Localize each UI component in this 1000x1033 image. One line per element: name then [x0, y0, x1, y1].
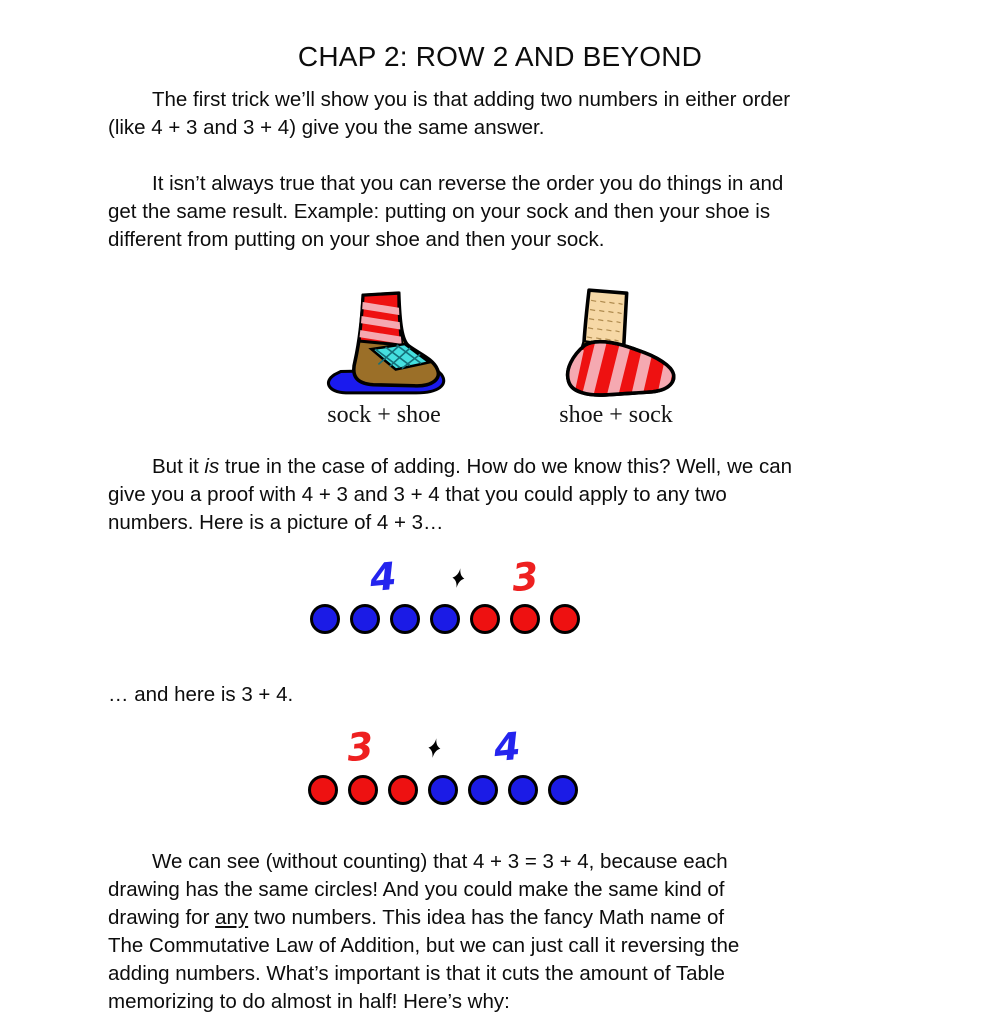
paragraph-line: numbers. Here is a picture of 4 + 3… — [108, 511, 444, 534]
paragraph-line — [108, 453, 908, 481]
handwritten-numeral-4: 4 — [492, 723, 523, 771]
handwritten-numeral-3: 3 — [345, 723, 376, 771]
paragraph-line: It isn’t always true that you can reverse the order you do things in and — [152, 172, 784, 195]
red-dot — [470, 604, 500, 634]
interlude-text — [108, 681, 908, 709]
blue-dot — [310, 604, 340, 634]
figure-caption: shoe + sock — [559, 402, 673, 428]
blue-dot — [350, 604, 380, 634]
paragraph-line: The Commutative Law of Addition, but we can just call it reversing the — [108, 934, 740, 957]
paragraph-line: memorizing to do almost in half! Here’s why: — [108, 990, 510, 1013]
paragraph-4 — [108, 848, 908, 1016]
sock-plus-shoe-figure — [304, 282, 464, 429]
paragraph-line: drawing has the same circles! And you could make the same kind of — [108, 878, 725, 901]
paragraph-1 — [108, 86, 908, 142]
paragraph-line: The first trick we’ll show you is that adding two numbers in either order — [152, 88, 791, 111]
paragraph-line: … and here is 3 + 4. — [108, 683, 294, 706]
text-run: drawing for — [108, 906, 216, 929]
paragraph-line: different from putting on your shoe and then your sock. — [108, 228, 605, 251]
red-dot — [348, 775, 378, 805]
blue-dot — [430, 604, 460, 634]
text-run: two numbers. This idea has the fancy Math name of — [248, 906, 725, 929]
red-dot — [550, 604, 580, 634]
dot-row-3-plus-4 — [308, 775, 588, 805]
paragraph-line: get the same result. Example: putting on your sock and then your shoe is — [108, 200, 771, 223]
handwritten-numeral-4: 4 — [368, 553, 399, 601]
sock-shoe-illustration — [309, 282, 459, 400]
blue-dot — [508, 775, 538, 805]
paragraph-line: (like 4 + 3 and 3 + 4) give you the same answer. — [108, 116, 545, 139]
paragraph-line — [108, 904, 908, 932]
red-dot — [388, 775, 418, 805]
red-dot — [308, 775, 338, 805]
shoe-plus-sock-figure — [536, 282, 696, 429]
red-dot — [510, 604, 540, 634]
shoe-sock-illustration — [541, 282, 691, 400]
paragraph-line: adding numbers. What’s important is that it cuts the amount of Table — [108, 962, 725, 985]
handwritten-plus-icon — [424, 738, 444, 769]
paragraph-2 — [108, 170, 908, 254]
blue-dot — [428, 775, 458, 805]
handwritten-plus-icon — [448, 568, 468, 599]
paragraph-line: We can see (without counting) that 4 + 3 = 3 + 4, because each — [152, 850, 728, 873]
blue-dot — [548, 775, 578, 805]
dot-row-4-plus-3 — [310, 604, 590, 634]
handwritten-numeral-3: 3 — [510, 553, 541, 601]
text-run: But it — [152, 455, 205, 478]
emphasized-word: is — [204, 455, 220, 478]
blue-dot — [468, 775, 498, 805]
illustrations-row — [0, 282, 1000, 429]
page-title: CHAP 2: ROW 2 AND BEYOND — [297, 40, 703, 72]
blue-dot — [390, 604, 420, 634]
underlined-word: any — [215, 906, 249, 929]
paragraph-line: give you a proof with 4 + 3 and 3 + 4 that you could apply to any two — [108, 483, 727, 506]
figure-caption: sock + shoe — [327, 402, 441, 428]
text-run: true in the case of adding. How do we know this? Well, we can — [219, 455, 793, 478]
paragraph-3 — [108, 453, 908, 537]
